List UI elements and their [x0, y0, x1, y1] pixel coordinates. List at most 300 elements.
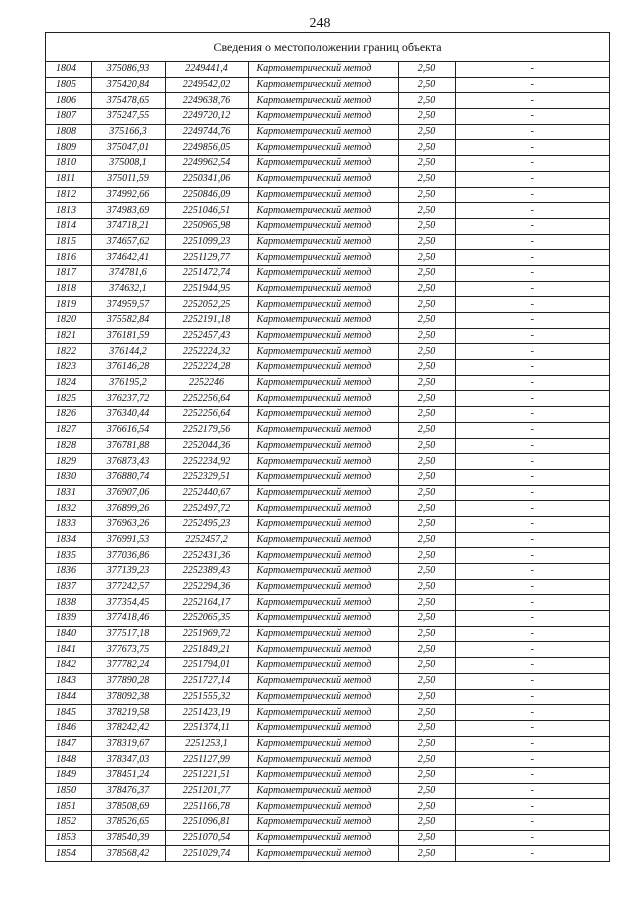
y-coordinate-cell: 2252224,28 [165, 360, 248, 376]
point-number-cell: 1854 [46, 846, 91, 861]
x-coordinate-cell: 378219,58 [91, 705, 165, 721]
accuracy-cell: 2,50 [398, 422, 455, 438]
method-cell: Картометрический метод [248, 375, 398, 391]
accuracy-cell: 2,50 [398, 767, 455, 783]
point-number-cell: 1810 [46, 156, 91, 172]
point-number-cell: 1830 [46, 469, 91, 485]
table-row [46, 579, 609, 595]
x-coordinate-cell: 378451,24 [91, 767, 165, 783]
table-row [46, 532, 609, 548]
method-cell: Картометрический метод [248, 360, 398, 376]
y-coordinate-cell: 2251555,32 [165, 689, 248, 705]
description-cell: - [455, 626, 609, 642]
table-row [46, 391, 609, 407]
x-coordinate-cell: 375047,01 [91, 140, 165, 156]
table-row [46, 422, 609, 438]
method-cell: Картометрический метод [248, 234, 398, 250]
table-row [46, 156, 609, 172]
point-number-cell: 1825 [46, 391, 91, 407]
table-row [46, 250, 609, 266]
table-row [46, 548, 609, 564]
description-cell: - [455, 265, 609, 281]
description-cell: - [455, 422, 609, 438]
description-cell: - [455, 360, 609, 376]
y-coordinate-cell: 2251969,72 [165, 626, 248, 642]
description-cell: - [455, 391, 609, 407]
accuracy-cell: 2,50 [398, 830, 455, 846]
point-number-cell: 1812 [46, 187, 91, 203]
accuracy-cell: 2,50 [398, 673, 455, 689]
table-row [46, 454, 609, 470]
accuracy-cell: 2,50 [398, 77, 455, 93]
x-coordinate-cell: 376181,59 [91, 328, 165, 344]
method-cell: Картометрический метод [248, 156, 398, 172]
method-cell: Картометрический метод [248, 62, 398, 77]
accuracy-cell: 2,50 [398, 548, 455, 564]
method-cell: Картометрический метод [248, 218, 398, 234]
method-cell: Картометрический метод [248, 422, 398, 438]
method-cell: Картометрический метод [248, 752, 398, 768]
method-cell: Картометрический метод [248, 203, 398, 219]
table-row [46, 375, 609, 391]
point-number-cell: 1817 [46, 265, 91, 281]
description-cell: - [455, 595, 609, 611]
accuracy-cell: 2,50 [398, 736, 455, 752]
x-coordinate-cell: 375166,3 [91, 124, 165, 140]
table-row [46, 799, 609, 815]
point-number-cell: 1829 [46, 454, 91, 470]
y-coordinate-cell: 2251794,01 [165, 658, 248, 674]
description-cell: - [455, 171, 609, 187]
method-cell: Картометрический метод [248, 454, 398, 470]
x-coordinate-cell: 376907,06 [91, 485, 165, 501]
boundary-points-table [46, 62, 609, 861]
point-number-cell: 1816 [46, 250, 91, 266]
x-coordinate-cell: 377782,24 [91, 658, 165, 674]
y-coordinate-cell: 2251127,99 [165, 752, 248, 768]
description-cell: - [455, 438, 609, 454]
method-cell: Картометрический метод [248, 250, 398, 266]
description-cell: - [455, 203, 609, 219]
accuracy-cell: 2,50 [398, 344, 455, 360]
table-row [46, 689, 609, 705]
point-number-cell: 1820 [46, 313, 91, 329]
accuracy-cell: 2,50 [398, 658, 455, 674]
accuracy-cell: 2,50 [398, 689, 455, 705]
y-coordinate-cell: 2252065,35 [165, 611, 248, 627]
method-cell: Картометрический метод [248, 783, 398, 799]
x-coordinate-cell: 378092,38 [91, 689, 165, 705]
y-coordinate-cell: 2251944,95 [165, 281, 248, 297]
method-cell: Картометрический метод [248, 77, 398, 93]
table-row [46, 469, 609, 485]
description-cell: - [455, 736, 609, 752]
accuracy-cell: 2,50 [398, 501, 455, 517]
table-row [46, 830, 609, 846]
point-number-cell: 1814 [46, 218, 91, 234]
table-row [46, 360, 609, 376]
table-row [46, 611, 609, 627]
x-coordinate-cell: 374718,21 [91, 218, 165, 234]
description-cell: - [455, 187, 609, 203]
accuracy-cell: 2,50 [398, 595, 455, 611]
method-cell: Картометрический метод [248, 438, 398, 454]
method-cell: Картометрический метод [248, 93, 398, 109]
accuracy-cell: 2,50 [398, 234, 455, 250]
method-cell: Картометрический метод [248, 705, 398, 721]
table-row [46, 673, 609, 689]
method-cell: Картометрический метод [248, 187, 398, 203]
table-row [46, 265, 609, 281]
description-cell: - [455, 799, 609, 815]
description-cell: - [455, 767, 609, 783]
method-cell: Картометрический метод [248, 720, 398, 736]
y-coordinate-cell: 2251472,74 [165, 265, 248, 281]
point-number-cell: 1807 [46, 109, 91, 125]
y-coordinate-cell: 2249542,02 [165, 77, 248, 93]
y-coordinate-cell: 2252224,32 [165, 344, 248, 360]
accuracy-cell: 2,50 [398, 171, 455, 187]
description-cell: - [455, 564, 609, 580]
y-coordinate-cell: 2250965,98 [165, 218, 248, 234]
point-number-cell: 1836 [46, 564, 91, 580]
table-row [46, 752, 609, 768]
accuracy-cell: 2,50 [398, 62, 455, 77]
method-cell: Картометрический метод [248, 595, 398, 611]
method-cell: Картометрический метод [248, 830, 398, 846]
x-coordinate-cell: 378568,42 [91, 846, 165, 861]
accuracy-cell: 2,50 [398, 485, 455, 501]
description-cell: - [455, 485, 609, 501]
method-cell: Картометрический метод [248, 297, 398, 313]
x-coordinate-cell: 376146,28 [91, 360, 165, 376]
description-cell: - [455, 501, 609, 517]
method-cell: Картометрический метод [248, 171, 398, 187]
x-coordinate-cell: 378347,03 [91, 752, 165, 768]
point-number-cell: 1838 [46, 595, 91, 611]
method-cell: Картометрический метод [248, 689, 398, 705]
accuracy-cell: 2,50 [398, 124, 455, 140]
table-row [46, 62, 609, 77]
y-coordinate-cell: 2251046,51 [165, 203, 248, 219]
y-coordinate-cell: 2251253,1 [165, 736, 248, 752]
description-cell: - [455, 705, 609, 721]
y-coordinate-cell: 2252246 [165, 375, 248, 391]
accuracy-cell: 2,50 [398, 438, 455, 454]
method-cell: Картометрический метод [248, 532, 398, 548]
description-cell: - [455, 77, 609, 93]
y-coordinate-cell: 2252256,64 [165, 391, 248, 407]
method-cell: Картометрический метод [248, 673, 398, 689]
point-number-cell: 1846 [46, 720, 91, 736]
accuracy-cell: 2,50 [398, 297, 455, 313]
table-row [46, 109, 609, 125]
point-number-cell: 1822 [46, 344, 91, 360]
point-number-cell: 1849 [46, 767, 91, 783]
x-coordinate-cell: 376340,44 [91, 407, 165, 423]
point-number-cell: 1805 [46, 77, 91, 93]
description-cell: - [455, 673, 609, 689]
method-cell: Картометрический метод [248, 815, 398, 831]
point-number-cell: 1818 [46, 281, 91, 297]
description-cell: - [455, 516, 609, 532]
y-coordinate-cell: 2251201,77 [165, 783, 248, 799]
description-cell: - [455, 250, 609, 266]
accuracy-cell: 2,50 [398, 391, 455, 407]
point-number-cell: 1853 [46, 830, 91, 846]
x-coordinate-cell: 375478,65 [91, 93, 165, 109]
method-cell: Картометрический метод [248, 265, 398, 281]
y-coordinate-cell: 2249962,54 [165, 156, 248, 172]
table-row [46, 642, 609, 658]
method-cell: Картометрический метод [248, 124, 398, 140]
x-coordinate-cell: 374992,66 [91, 187, 165, 203]
accuracy-cell: 2,50 [398, 375, 455, 391]
x-coordinate-cell: 377139,23 [91, 564, 165, 580]
method-cell: Картометрический метод [248, 328, 398, 344]
x-coordinate-cell: 374632,1 [91, 281, 165, 297]
point-number-cell: 1839 [46, 611, 91, 627]
point-number-cell: 1808 [46, 124, 91, 140]
x-coordinate-cell: 377890,28 [91, 673, 165, 689]
y-coordinate-cell: 2252044,36 [165, 438, 248, 454]
accuracy-cell: 2,50 [398, 109, 455, 125]
y-coordinate-cell: 2252389,43 [165, 564, 248, 580]
method-cell: Картометрический метод [248, 485, 398, 501]
table-row [46, 203, 609, 219]
method-cell: Картометрический метод [248, 846, 398, 861]
table-row [46, 846, 609, 861]
description-cell: - [455, 375, 609, 391]
y-coordinate-cell: 2252164,17 [165, 595, 248, 611]
y-coordinate-cell: 2251221,51 [165, 767, 248, 783]
table-row [46, 281, 609, 297]
method-cell: Картометрический метод [248, 579, 398, 595]
table-row [46, 736, 609, 752]
table-row [46, 77, 609, 93]
point-number-cell: 1837 [46, 579, 91, 595]
y-coordinate-cell: 2252440,67 [165, 485, 248, 501]
x-coordinate-cell: 378540,39 [91, 830, 165, 846]
method-cell: Картометрический метод [248, 391, 398, 407]
point-number-cell: 1806 [46, 93, 91, 109]
x-coordinate-cell: 375011,59 [91, 171, 165, 187]
point-number-cell: 1851 [46, 799, 91, 815]
method-cell: Картометрический метод [248, 407, 398, 423]
accuracy-cell: 2,50 [398, 360, 455, 376]
table-row [46, 705, 609, 721]
point-number-cell: 1834 [46, 532, 91, 548]
point-number-cell: 1840 [46, 626, 91, 642]
description-cell: - [455, 281, 609, 297]
table-row [46, 564, 609, 580]
description-cell: - [455, 469, 609, 485]
accuracy-cell: 2,50 [398, 328, 455, 344]
y-coordinate-cell: 2252329,51 [165, 469, 248, 485]
method-cell: Картометрический метод [248, 564, 398, 580]
description-cell: - [455, 830, 609, 846]
x-coordinate-cell: 378476,37 [91, 783, 165, 799]
y-coordinate-cell: 2252457,43 [165, 328, 248, 344]
accuracy-cell: 2,50 [398, 799, 455, 815]
description-cell: - [455, 344, 609, 360]
table-row [46, 501, 609, 517]
y-coordinate-cell: 2251849,21 [165, 642, 248, 658]
y-coordinate-cell: 2250341,06 [165, 171, 248, 187]
x-coordinate-cell: 376899,26 [91, 501, 165, 517]
x-coordinate-cell: 376873,43 [91, 454, 165, 470]
description-cell: - [455, 815, 609, 831]
accuracy-cell: 2,50 [398, 783, 455, 799]
point-number-cell: 1833 [46, 516, 91, 532]
description-cell: - [455, 720, 609, 736]
table-row [46, 516, 609, 532]
accuracy-cell: 2,50 [398, 579, 455, 595]
method-cell: Картометрический метод [248, 140, 398, 156]
description-cell: - [455, 642, 609, 658]
point-number-cell: 1811 [46, 171, 91, 187]
boundary-table-sheet [45, 32, 610, 862]
accuracy-cell: 2,50 [398, 93, 455, 109]
accuracy-cell: 2,50 [398, 156, 455, 172]
y-coordinate-cell: 2251099,23 [165, 234, 248, 250]
method-cell: Картометрический метод [248, 626, 398, 642]
description-cell: - [455, 611, 609, 627]
x-coordinate-cell: 375420,84 [91, 77, 165, 93]
table-row [46, 438, 609, 454]
x-coordinate-cell: 374781,6 [91, 265, 165, 281]
accuracy-cell: 2,50 [398, 611, 455, 627]
x-coordinate-cell: 378242,42 [91, 720, 165, 736]
y-coordinate-cell: 2249638,76 [165, 93, 248, 109]
x-coordinate-cell: 375086,93 [91, 62, 165, 77]
point-number-cell: 1823 [46, 360, 91, 376]
accuracy-cell: 2,50 [398, 140, 455, 156]
accuracy-cell: 2,50 [398, 720, 455, 736]
y-coordinate-cell: 2252179,56 [165, 422, 248, 438]
x-coordinate-cell: 377036,86 [91, 548, 165, 564]
table-row [46, 93, 609, 109]
y-coordinate-cell: 2249744,76 [165, 124, 248, 140]
table-row [46, 407, 609, 423]
table-row [46, 328, 609, 344]
point-number-cell: 1828 [46, 438, 91, 454]
method-cell: Картометрический метод [248, 313, 398, 329]
method-cell: Картометрический метод [248, 799, 398, 815]
description-cell: - [530, 847, 534, 859]
method-cell: Картометрический метод [248, 501, 398, 517]
y-coordinate-cell: 2252256,64 [165, 407, 248, 423]
description-cell: - [455, 124, 609, 140]
description-cell: - [455, 140, 609, 156]
description-cell: - [455, 328, 609, 344]
x-coordinate-cell: 376781,88 [91, 438, 165, 454]
point-number-cell: 1831 [46, 485, 91, 501]
method-cell: Картометрический метод [248, 344, 398, 360]
method-cell: Картометрический метод [248, 658, 398, 674]
x-coordinate-cell: 376963,26 [91, 516, 165, 532]
table-row [46, 485, 609, 501]
point-number-cell: 1845 [46, 705, 91, 721]
method-cell: Картометрический метод [248, 642, 398, 658]
accuracy-cell: 2,50 [398, 516, 455, 532]
description-cell: - [455, 548, 609, 564]
table-row [46, 720, 609, 736]
accuracy-cell: 2,50 [398, 564, 455, 580]
y-coordinate-cell: 2251166,78 [165, 799, 248, 815]
accuracy-cell: 2,50 [398, 815, 455, 831]
accuracy-cell: 2,50 [398, 642, 455, 658]
x-coordinate-cell: 377242,57 [91, 579, 165, 595]
table-caption: Сведения о местоположении границ объекта [46, 33, 609, 62]
x-coordinate-cell: 378319,67 [91, 736, 165, 752]
accuracy-cell: 2,50 [398, 407, 455, 423]
table-body [46, 62, 609, 861]
description-cell: - [455, 454, 609, 470]
table-row [46, 815, 609, 831]
description-cell: - [455, 313, 609, 329]
x-coordinate-cell: 377673,75 [91, 642, 165, 658]
x-coordinate-cell: 374959,57 [91, 297, 165, 313]
x-coordinate-cell: 374642,41 [91, 250, 165, 266]
accuracy-cell: 2,50 [398, 313, 455, 329]
point-number-cell: 1827 [46, 422, 91, 438]
y-coordinate-cell: 2252457,2 [165, 532, 248, 548]
point-number-cell: 1824 [46, 375, 91, 391]
method-cell: Картометрический метод [248, 736, 398, 752]
point-number-cell: 1819 [46, 297, 91, 313]
table-row [46, 140, 609, 156]
x-coordinate-cell: 374657,62 [91, 234, 165, 250]
point-number-cell: 1835 [46, 548, 91, 564]
page-number: 248 [309, 16, 331, 31]
accuracy-cell: 2,50 [398, 250, 455, 266]
table-row [46, 595, 609, 611]
method-cell: Картометрический метод [248, 611, 398, 627]
y-coordinate-cell: 2252294,36 [165, 579, 248, 595]
description-cell: - [455, 689, 609, 705]
y-coordinate-cell: 2249720,12 [165, 109, 248, 125]
y-coordinate-cell: 2252497,72 [165, 501, 248, 517]
point-number-cell: 1848 [46, 752, 91, 768]
y-coordinate-cell: 2252431,36 [165, 548, 248, 564]
table-row [46, 297, 609, 313]
method-cell: Картометрический метод [248, 767, 398, 783]
table-row [46, 767, 609, 783]
point-number-cell: 1804 [46, 62, 91, 77]
description-cell: - [455, 297, 609, 313]
x-coordinate-cell: 376237,72 [91, 391, 165, 407]
point-number-cell: 1842 [46, 658, 91, 674]
point-number-cell: 1841 [46, 642, 91, 658]
accuracy-cell: 2,50 [398, 281, 455, 297]
point-number-cell: 1843 [46, 673, 91, 689]
description-cell: - [455, 579, 609, 595]
point-number-cell: 1847 [46, 736, 91, 752]
y-coordinate-cell: 2251374,11 [165, 720, 248, 736]
accuracy-cell: 2,50 [398, 469, 455, 485]
x-coordinate-cell: 378526,65 [91, 815, 165, 831]
description-cell: - [455, 62, 609, 77]
table-row [46, 658, 609, 674]
description-cell: - [455, 93, 609, 109]
point-number-cell: 1815 [46, 234, 91, 250]
accuracy-cell: 2,50 [398, 187, 455, 203]
y-coordinate-cell: 2251727,14 [165, 673, 248, 689]
x-coordinate-cell: 377418,46 [91, 611, 165, 627]
x-coordinate-cell: 376991,53 [91, 532, 165, 548]
method-cell: Картометрический метод [248, 109, 398, 125]
